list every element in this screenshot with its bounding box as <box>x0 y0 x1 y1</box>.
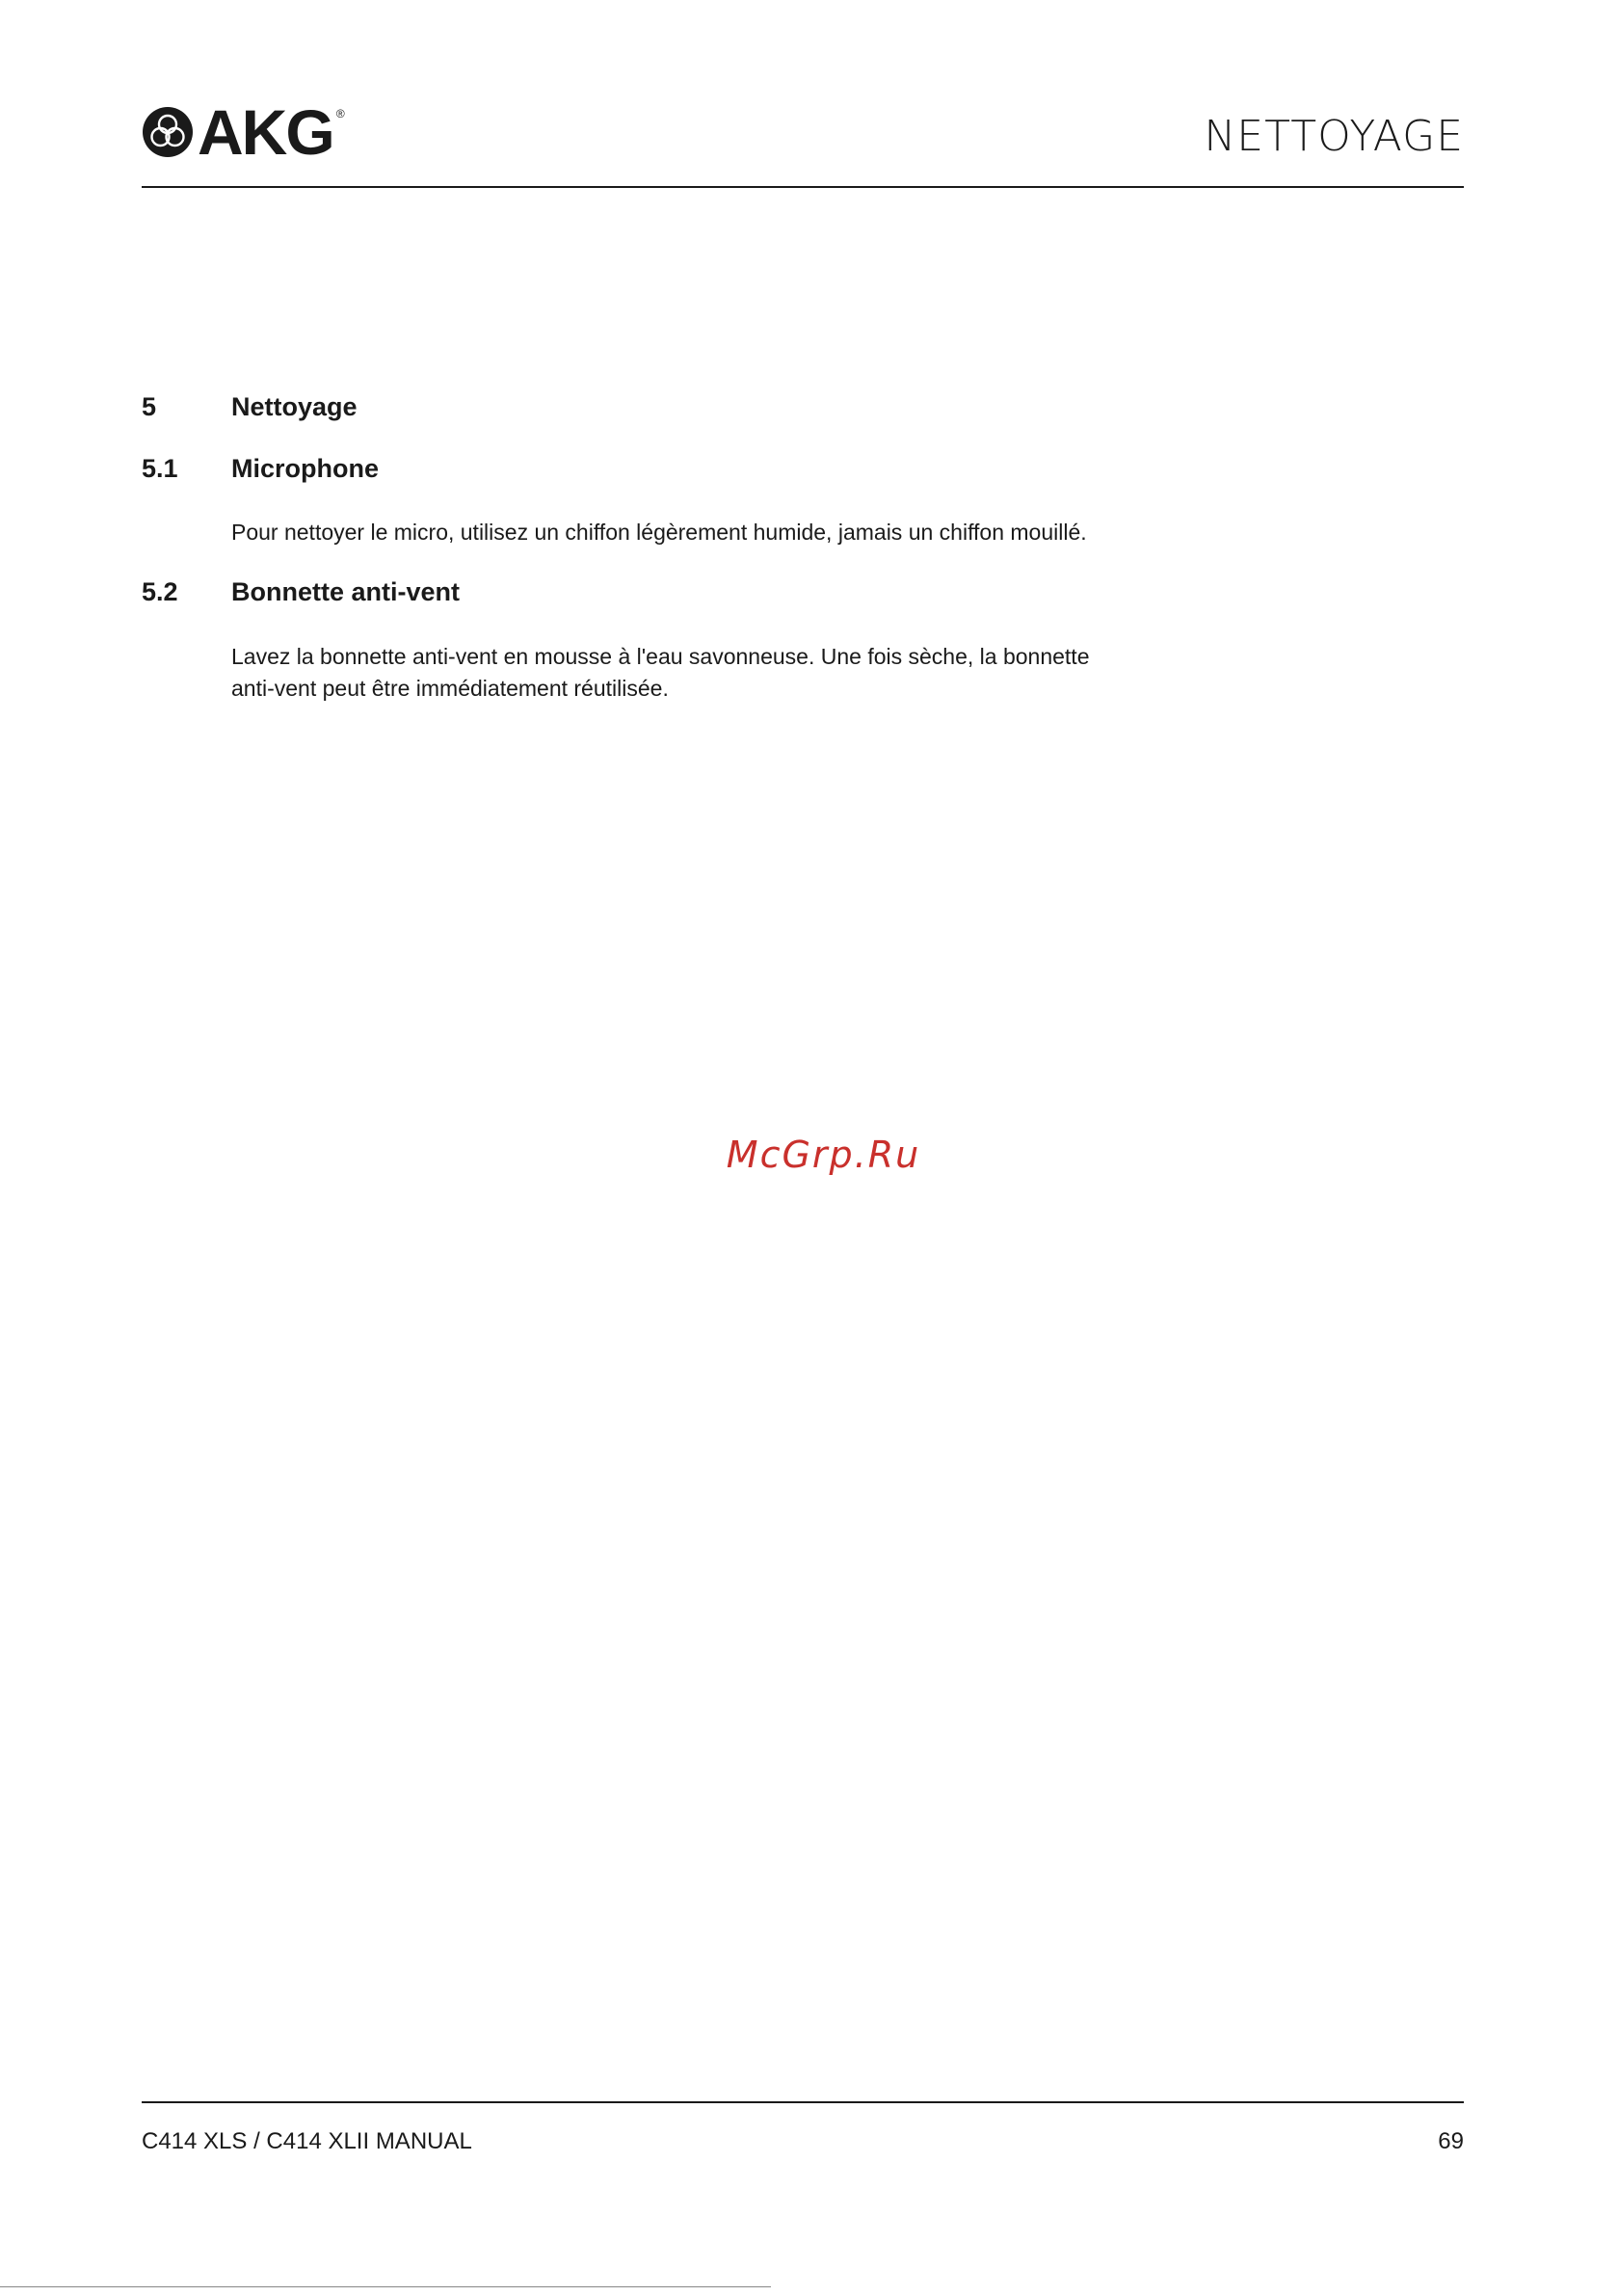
heading-title: Bonnette anti-vent <box>231 577 461 606</box>
header-divider <box>142 186 1464 188</box>
heading-number: 5 <box>142 392 157 421</box>
footer-manual-title: C414 XLS / C414 XLII MANUAL <box>142 2128 472 2154</box>
heading-number: 5.1 <box>142 454 178 483</box>
heading-5 <box>142 391 358 422</box>
paragraph-microphone: Pour nettoyer le micro, utilisez un chiffon légèrement humide, jamais un chiffon mouillé. <box>231 520 1087 545</box>
heading-title: Microphone <box>231 454 379 483</box>
logo-wordmark <box>198 96 343 168</box>
paragraph-windscreen <box>231 641 1156 705</box>
page-section-title: NETTOYAGE <box>1204 112 1464 161</box>
registered-mark: ® <box>335 107 343 120</box>
paragraph-line: anti-vent peut être immédiatement réutilisée. <box>231 676 669 701</box>
scan-artifact-line <box>0 2286 771 2287</box>
footer-page-number: 69 <box>1438 2128 1464 2154</box>
heading-5-1 <box>142 453 379 484</box>
heading-number: 5.2 <box>142 577 178 606</box>
akg-emblem-icon <box>142 106 194 158</box>
akg-logo <box>142 96 343 168</box>
logo-wordmark-text: AKG <box>198 96 333 168</box>
footer-divider <box>142 2101 1464 2103</box>
heading-5-2 <box>142 576 460 607</box>
paragraph-line: Lavez la bonnette anti-vent en mousse à l'eau savonneuse. Une fois sèche, la bonnette <box>231 644 1090 669</box>
heading-title: Nettoyage <box>231 392 358 421</box>
watermark-text: McGrp.Ru <box>726 1134 921 1176</box>
